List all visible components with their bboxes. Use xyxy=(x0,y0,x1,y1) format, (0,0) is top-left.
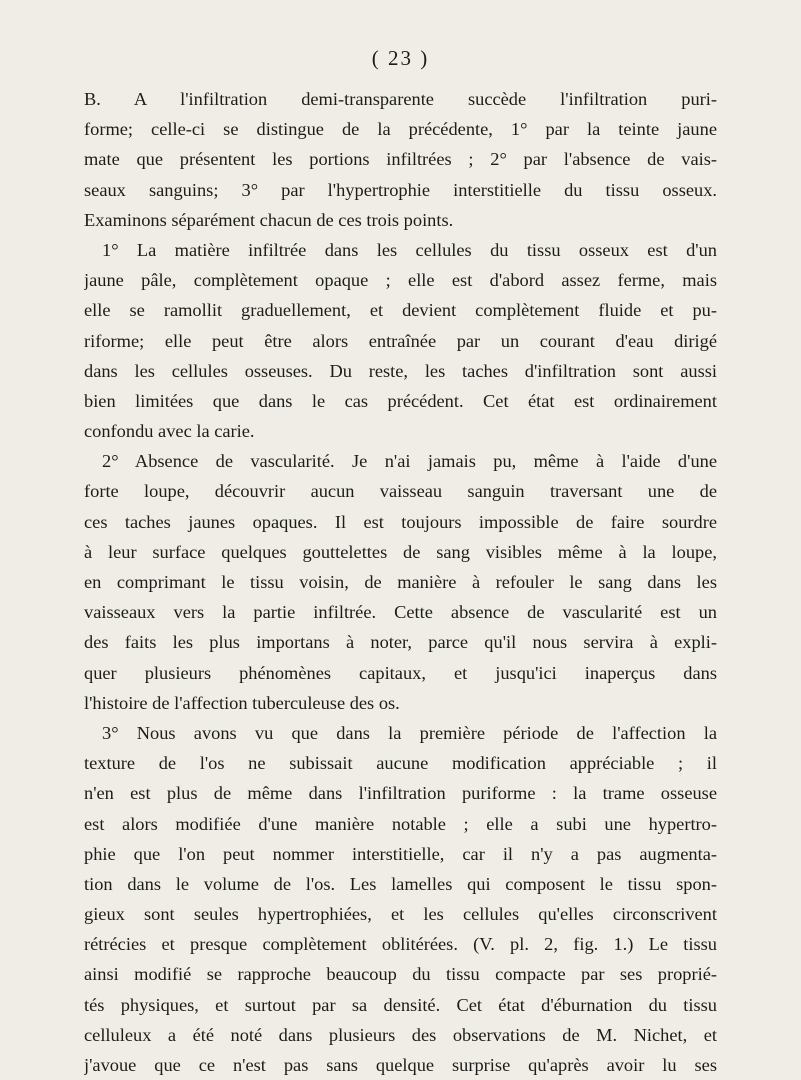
text-line: forme; celle-ci se distingue de la précédente, 1° par la teinte jaune xyxy=(84,119,717,140)
text-line: j'avoue que ce n'est pas sans quelque surprise qu'après avoir lu ses xyxy=(84,1055,717,1075)
text-line: n'en est plus de même dans l'infiltration puriforme : la trame osseuse xyxy=(84,783,717,804)
text-line: quer plusieurs phénomènes capitaux, et jusqu'ici inaperçus dans xyxy=(84,662,717,683)
text-line: confondu avec la carie. xyxy=(84,421,255,442)
text-line: forte loupe, découvrir aucun vaisseau sanguin traversant une de xyxy=(84,481,717,502)
text-line: tion dans le volume de l'os. Les lamelles qui composent le tissu spon- xyxy=(84,873,717,894)
text-line: elle se ramollit graduellement, et devient complètement fluide et pu- xyxy=(84,300,717,321)
text-line: celluleux a été noté dans plusieurs des observations de M. Nichet, et xyxy=(84,1024,717,1045)
text-line: gieux sont seules hypertrophiées, et les cellules qu'elles circonscrivent xyxy=(84,904,717,925)
text-line: seaux sanguins; 3° par l'hypertrophie interstitielle du tissu osseux. xyxy=(84,179,717,200)
text-line: texture de l'os ne subissait aucune modification appréciable ; il xyxy=(84,753,717,774)
text-line: B. A l'infiltration demi-transparente succède l'infiltration puri- xyxy=(84,89,717,109)
text-line: mate que présentent les portions infiltrées ; 2° par l'absence de vais- xyxy=(84,149,717,170)
text-line: phie que l'on peut nommer interstitielle, car il n'y a pas augmenta- xyxy=(84,843,717,864)
text-line: est alors modifiée d'une manière notable ; elle a subi une hypertro- xyxy=(84,813,717,834)
text-line: ainsi modifié se rapproche beaucoup du tissu compacte par ses proprié- xyxy=(84,964,717,985)
text-line: riforme; elle peut être alors entraînée par un courant d'eau dirigé xyxy=(84,330,717,351)
text-line: bien limitées que dans le cas précédent. Cet état est ordinairement xyxy=(84,390,717,411)
text-line: 3° Nous avons vu que dans la première période de l'affection la xyxy=(102,722,717,743)
text-line: 1° La matière infiltrée dans les cellules du tissu osseux est d'un xyxy=(102,239,717,260)
text-line: 2° Absence de vascularité. Je n'ai jamais pu, même à l'aide d'une xyxy=(102,451,717,472)
text-line: rétrécies et presque complètement oblitérées. (V. pl. 2, fig. 1.) Le tissu xyxy=(84,934,717,955)
text-line: jaune pâle, complètement opaque ; elle est d'abord assez ferme, mais xyxy=(84,270,717,291)
text-line: ces taches jaunes opaques. Il est toujours impossible de faire sourdre xyxy=(84,511,717,532)
text-line: dans les cellules osseuses. Du reste, les taches d'infiltration sont aussi xyxy=(84,360,717,381)
text-line: l'histoire de l'affection tuberculeuse des os. xyxy=(84,692,400,713)
body-text xyxy=(84,84,717,1080)
text-line: en comprimant le tissu voisin, de manière à refouler le sang dans les xyxy=(84,572,717,592)
text-line: tés physiques, et surtout par sa densité. Cet état d'éburnation du tissu xyxy=(84,994,717,1015)
page-number: ( 23 ) xyxy=(371,46,430,70)
text-line: des faits les plus importans à noter, parce qu'il nous servira à expli- xyxy=(84,632,717,653)
text-line: à leur surface quelques gouttelettes de sang visibles même à la loupe, xyxy=(84,541,717,562)
text-line: Examinons séparément chacun de ces trois points. xyxy=(84,209,454,230)
text-line: vaisseaux vers la partie infiltrée. Cette absence de vascularité est un xyxy=(84,602,717,623)
